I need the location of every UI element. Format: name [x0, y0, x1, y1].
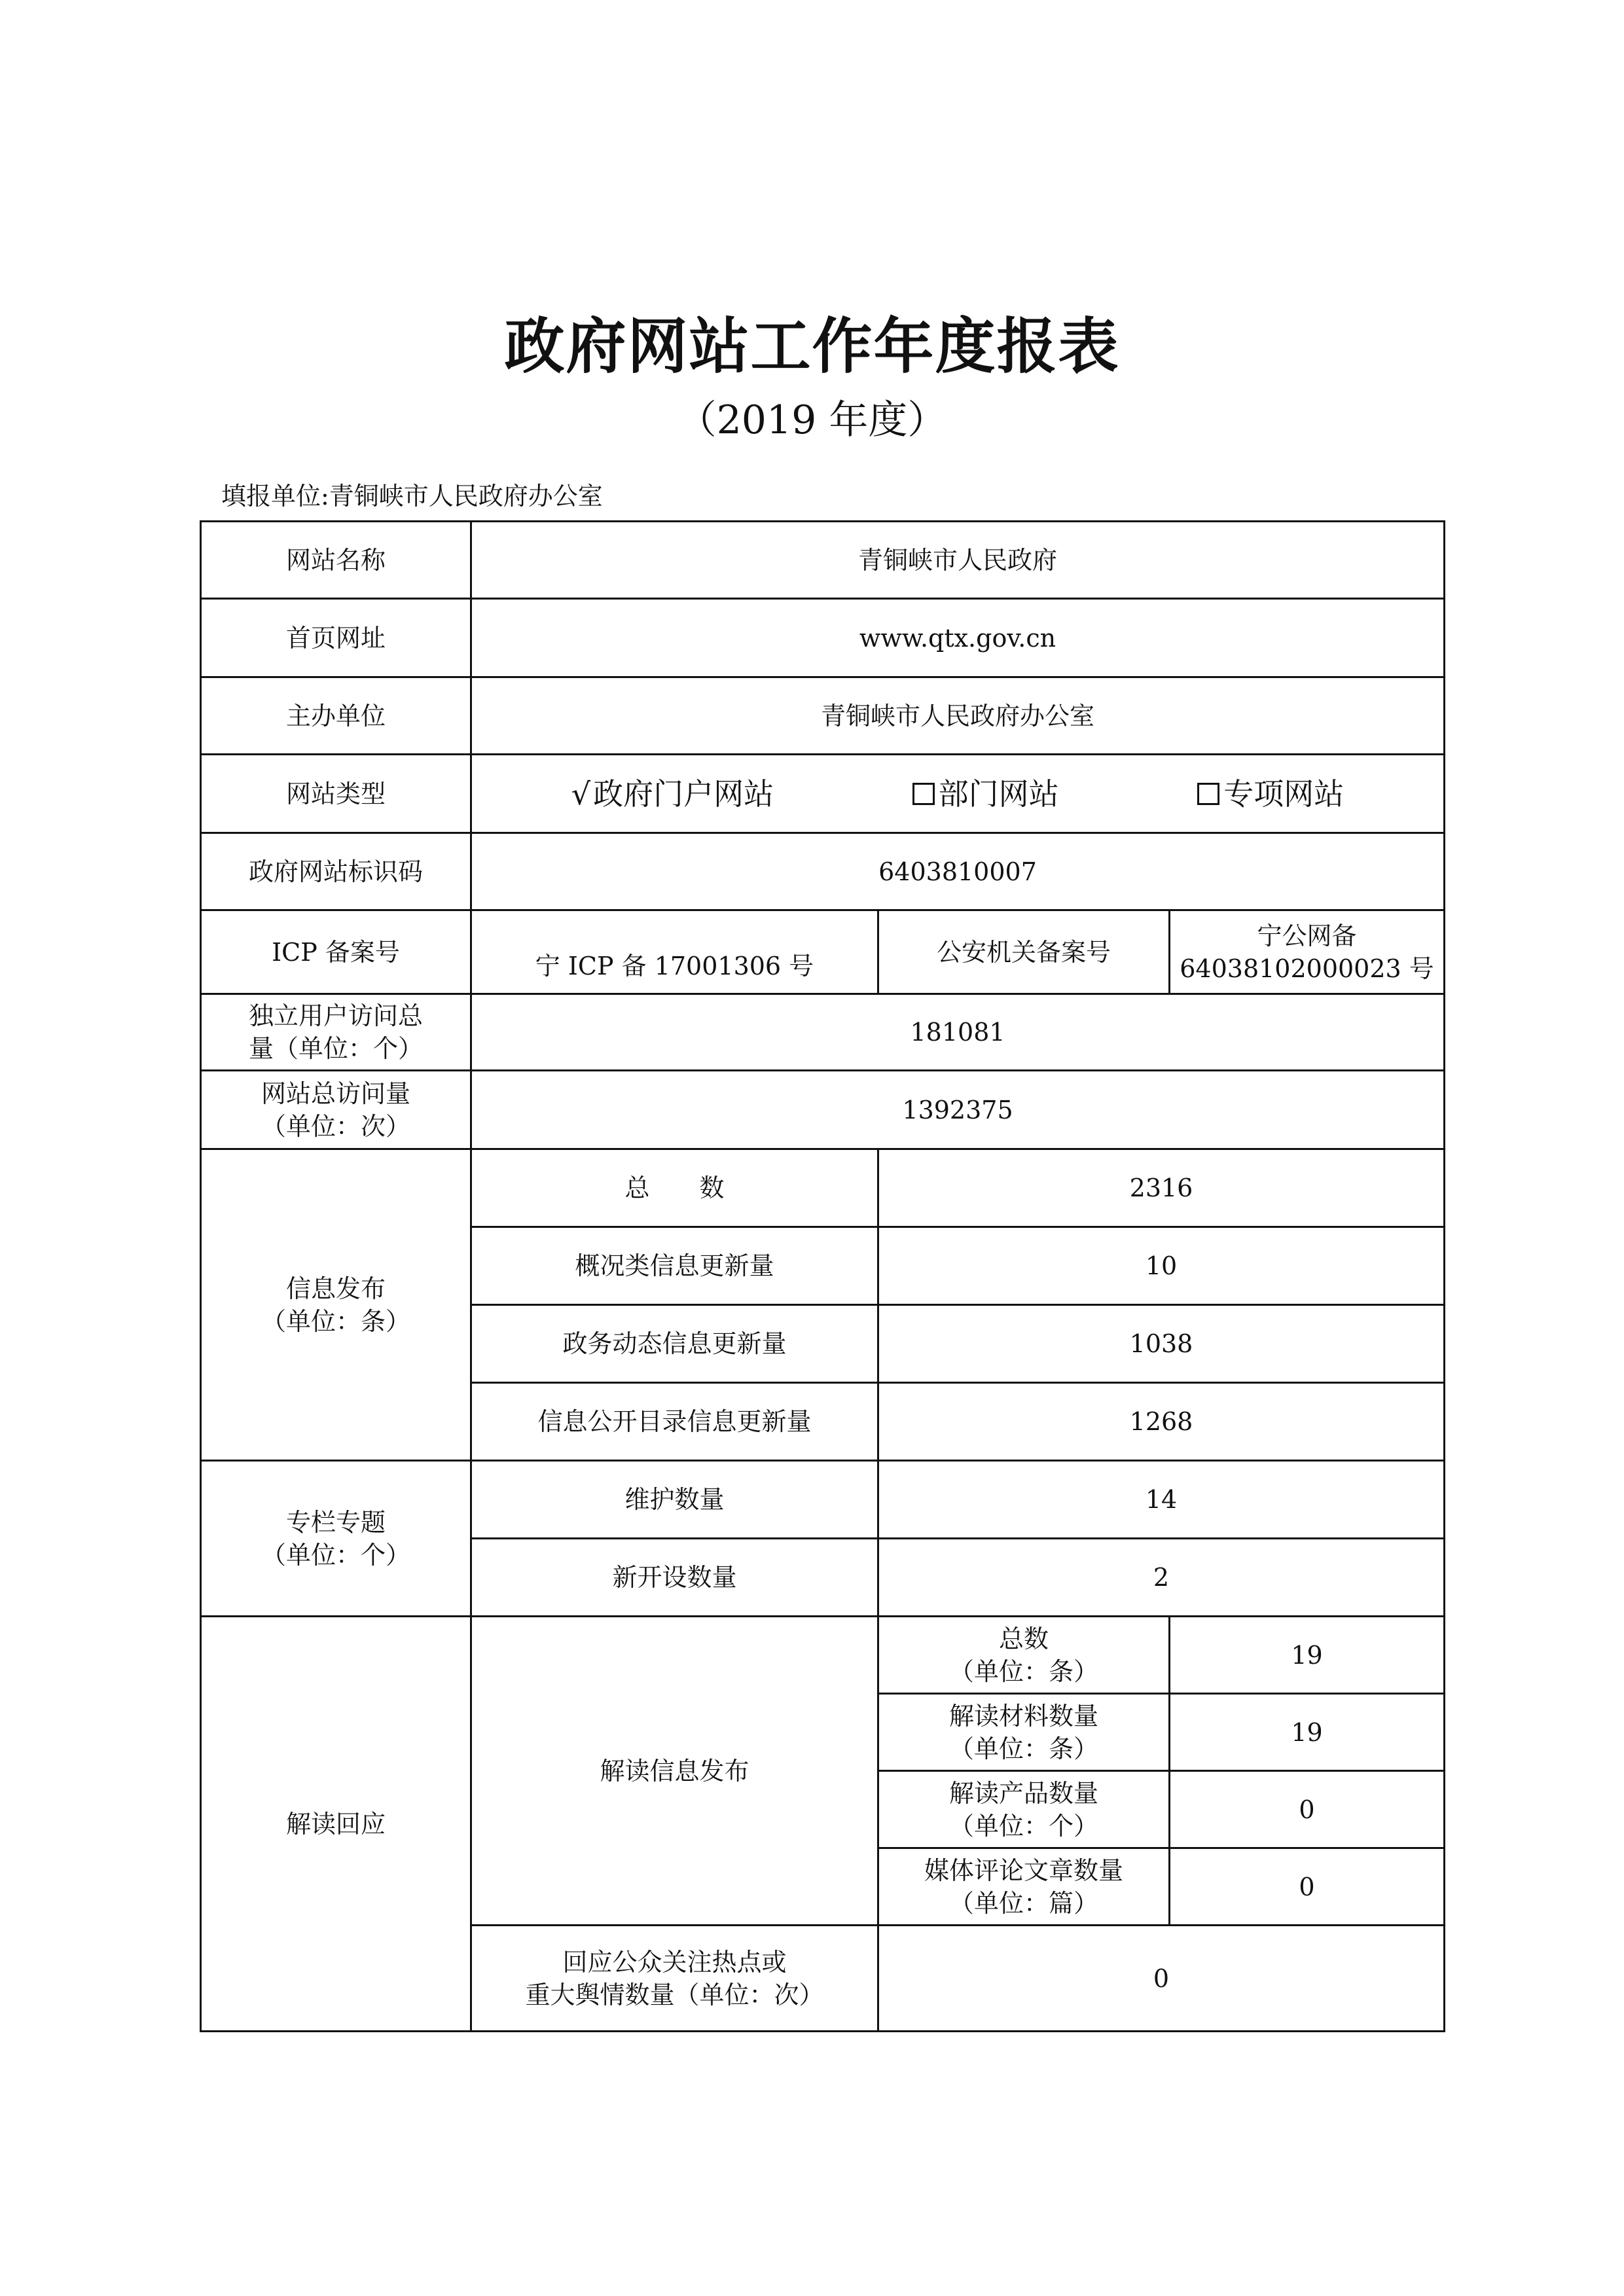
row-site-code — [201, 833, 1445, 910]
uv-label-line2: 量（单位：个） — [248, 1034, 423, 1063]
response-label — [471, 1926, 878, 2032]
info-publish-label — [201, 1149, 471, 1461]
columns-label — [201, 1461, 471, 1617]
interpret-row-value: 0 — [1170, 1771, 1445, 1848]
response-value: 0 — [878, 1926, 1445, 2032]
interpret-row-label — [878, 1771, 1170, 1848]
interpret-row-label-line1: 解读产品数量 — [948, 1778, 1098, 1808]
pv-value: 1392375 — [471, 1071, 1445, 1149]
info-row-label: 信息公开目录信息更新量 — [471, 1383, 878, 1461]
interpret-row-label-line2: （单位：篇） — [948, 1888, 1098, 1918]
info-row-label: 政务动态信息更新量 — [471, 1305, 878, 1383]
site-type-option-label: 政府门户网站 — [593, 776, 774, 812]
checkmark-icon: √ — [571, 776, 591, 812]
interpret-row-value: 19 — [1170, 1694, 1445, 1771]
empty-checkbox-icon — [1197, 783, 1219, 805]
sponsor-value: 青铜峡市人民政府办公室 — [471, 677, 1445, 755]
site-type-label: 网站类型 — [201, 755, 471, 833]
info-row-value: 10 — [878, 1227, 1445, 1305]
row-unique-visitors — [201, 994, 1445, 1071]
uv-label-line1: 独立用户访问总 — [248, 1001, 423, 1030]
row-columns-maintain — [201, 1461, 1445, 1539]
interpret-row-label-line2: （单位：个） — [948, 1811, 1098, 1840]
row-interpret-total — [201, 1617, 1445, 1694]
site-code-value: 6403810007 — [471, 833, 1445, 910]
row-info-total — [201, 1149, 1445, 1227]
info-row-value: 1038 — [878, 1305, 1445, 1383]
site-type-option-special — [1197, 778, 1344, 810]
columns-label-line2: （单位：个） — [261, 1540, 410, 1570]
police-value-line2: 64038102000023 号 — [1180, 954, 1434, 983]
pv-label-line1: 网站总访问量 — [261, 1079, 410, 1108]
pv-label — [201, 1071, 471, 1149]
row-icp — [201, 910, 1445, 994]
empty-checkbox-icon — [912, 783, 935, 805]
interpret-row-label-line2: （单位：条） — [948, 1734, 1098, 1763]
police-value-line1: 宁公网备 — [1257, 921, 1357, 950]
police-value — [1170, 910, 1445, 994]
row-sponsor — [201, 677, 1445, 755]
icp-value: 宁 ICP 备 17001306 号 — [471, 910, 878, 994]
columns-row-label: 新开设数量 — [471, 1539, 878, 1617]
site-type-option-label: 专项网站 — [1223, 776, 1344, 812]
info-row-label: 总 数 — [471, 1149, 878, 1227]
filler-unit: 填报单位:青铜峡市人民政府办公室 — [221, 482, 603, 511]
interpret-sub-label: 解读信息发布 — [471, 1617, 878, 1926]
report-table — [200, 520, 1445, 2032]
row-site-type — [201, 755, 1445, 833]
site-name-value: 青铜峡市人民政府 — [471, 522, 1445, 599]
pv-label-line2: （单位：次） — [261, 1111, 410, 1141]
info-row-value: 1268 — [878, 1383, 1445, 1461]
interpret-row-label-line1: 媒体评论文章数量 — [924, 1856, 1123, 1885]
police-label: 公安机关备案号 — [878, 910, 1170, 994]
sponsor-label: 主办单位 — [201, 677, 471, 755]
info-publish-label-line1: 信息发布 — [285, 1274, 386, 1303]
site-type-option-portal — [571, 778, 774, 810]
columns-row-value: 2 — [878, 1539, 1445, 1617]
site-type-option-label: 部门网站 — [938, 776, 1059, 812]
site-name-label: 网站名称 — [201, 522, 471, 599]
interpret-row-label — [878, 1694, 1170, 1771]
uv-value: 181081 — [471, 994, 1445, 1071]
interpret-row-label — [878, 1617, 1170, 1694]
interpret-row-value: 19 — [1170, 1617, 1445, 1694]
interpret-row-label — [878, 1848, 1170, 1926]
row-site-name — [201, 522, 1445, 599]
info-row-label: 概况类信息更新量 — [471, 1227, 878, 1305]
interpret-row-label-line1: 总数 — [998, 1624, 1049, 1653]
response-label-line1: 回应公众关注热点或 — [562, 1947, 787, 1977]
report-year: （2019 年度） — [677, 397, 947, 443]
interpret-row-value: 0 — [1170, 1848, 1445, 1926]
row-page-views — [201, 1071, 1445, 1149]
row-homepage — [201, 599, 1445, 677]
info-row-value: 2316 — [878, 1149, 1445, 1227]
site-code-label: 政府网站标识码 — [201, 833, 471, 910]
interpret-row-label-line2: （单位：条） — [948, 1657, 1098, 1686]
columns-label-line1: 专栏专题 — [285, 1507, 386, 1537]
columns-row-value: 14 — [878, 1461, 1445, 1539]
response-label-line2: 重大舆情数量（单位：次） — [525, 1980, 824, 2009]
homepage-label: 首页网址 — [201, 599, 471, 677]
homepage-value: www.qtx.gov.cn — [471, 599, 1445, 677]
interpret-row-label-line1: 解读材料数量 — [948, 1701, 1098, 1731]
columns-row-label: 维护数量 — [471, 1461, 878, 1539]
uv-label — [201, 994, 471, 1071]
report-title: 政府网站工作年度报表 — [504, 312, 1120, 382]
site-type-option-department — [912, 778, 1059, 810]
info-publish-label-line2: （单位：条） — [261, 1306, 410, 1336]
interpret-label: 解读回应 — [201, 1617, 471, 2032]
site-type-options — [471, 755, 1445, 833]
icp-label: ICP 备案号 — [201, 910, 471, 994]
